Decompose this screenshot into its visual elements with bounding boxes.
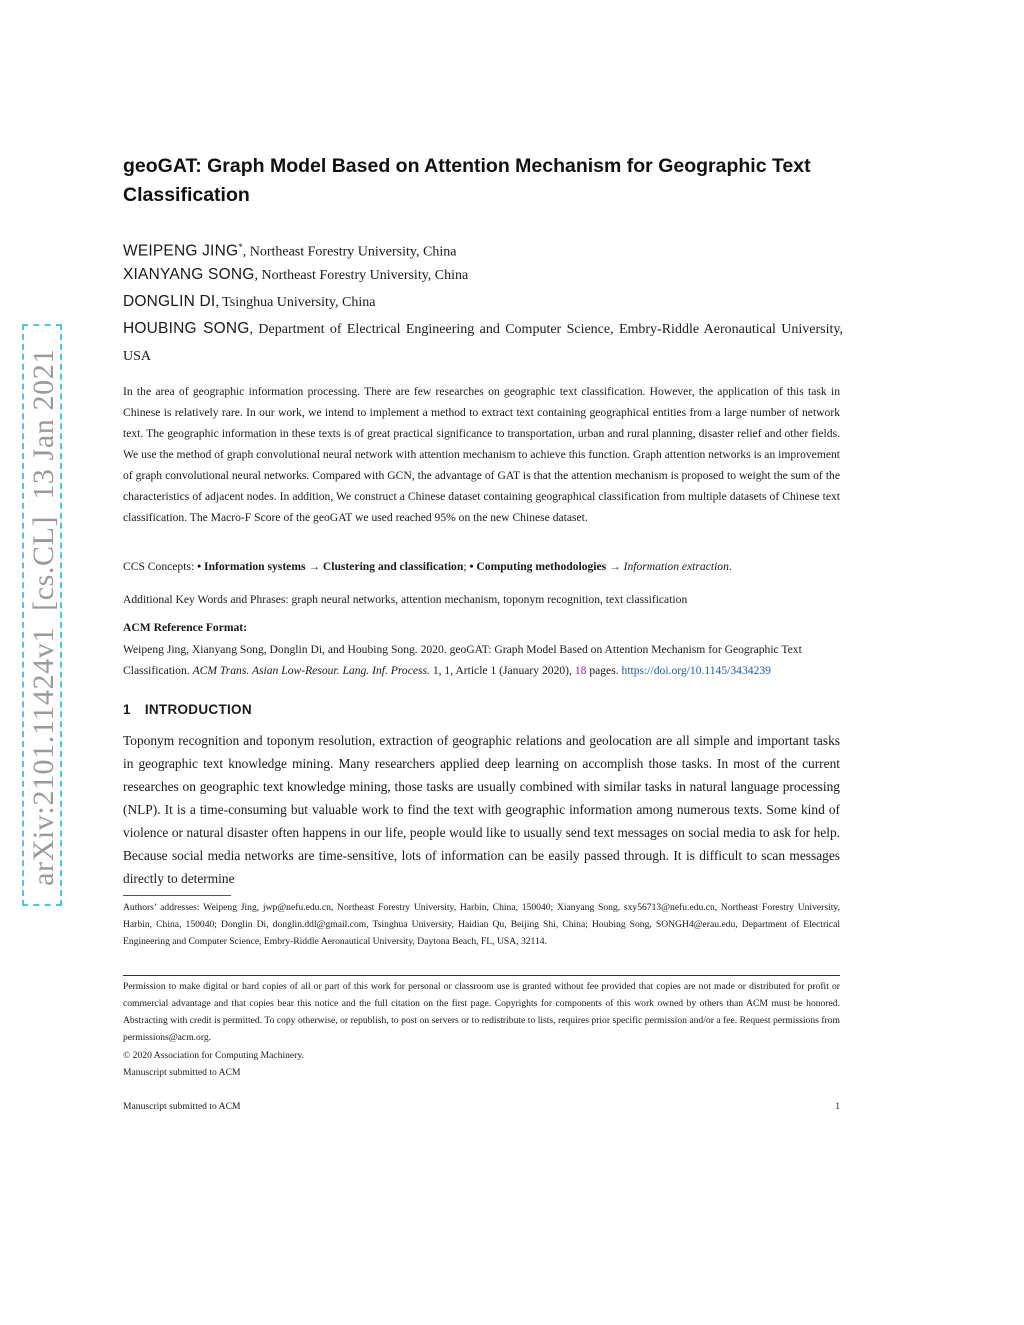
reference-details: 1, 1, Article 1 (January 2020), — [429, 664, 575, 677]
author-affiliation: , Tsinghua University, China — [215, 295, 376, 310]
section-title: INTRODUCTION — [144, 702, 252, 717]
manuscript-note: Manuscript submitted to ACM — [123, 1067, 241, 1078]
ccs-end: . — [728, 560, 732, 573]
doi-link[interactable]: https://doi.org/10.1145/3434239 — [621, 664, 771, 677]
reference-text: Weipeng Jing, Xianyang Song, Donglin Di, and Houbing Song. 2020. geoGAT: Graph Model Based on Attention Mechanism for Geographic Text Classification. — [123, 643, 802, 677]
permission-notice: Permission to make digital or hard copies of all or part of this work for personal or classroom use is granted without fee provided that copies are not made or distributed for profit or commercial advantage and that copies bear this notice and the full citation on the first page. Copyrights for components of this work owned by others than ACM must be honored. Abstracting with credit is permitted. To copy otherwise, or republish, to post on servers or to redistribute to lists, requires prior specific permission and/or a fee. Request permissions from permissions@acm.org. — [123, 981, 840, 1043]
author-4 — [123, 315, 843, 370]
section-body: Toponym recognition and toponym resolution, extraction of geographic relations and geolocation are all simple and important tasks in geographic text knowledge mining. Many researchers applied deep learning on accomplish those tasks. In most of the current researches on geographic text knowledge mining, those tasks are usually combined with similar tasks in natural language processing (NLP). It is a time-consuming but valuable work to find the text with geographic information among numerous texts. Some kind of violence or natural disaster often happens in our life, people would like to usually send text messages on social media to ask for help. Because social media networks are time-sensitive, lots of information can be easily passed through. It is difficult to scan messages directly to determine — [123, 733, 840, 886]
footer-venue: Manuscript submitted to ACM — [123, 1101, 241, 1112]
author-name: WEIPENG JING — [123, 242, 239, 260]
ccs-label: CCS Concepts: — [123, 560, 198, 573]
author-name: DONGLIN DI — [123, 293, 216, 310]
abstract: In the area of geographic information processing. There are few researches on geographic text classification. However, the application of this task in Chinese is relatively rare. In our work, we intend to implement a method to extract text containing geographical entities from a large number of network text. The geographic information in these texts is of great practical significance to transportation, urban and rural planning, disaster relief and other fields. We use the method of graph convolutional neural network with attention mechanism to achieve this function. Graph attention networks is an improvement of graph convolutional neural networks. Compared with GCN, the advantage of GAT is that the attention mechanism is proposed to weight the sum of the characteristics of adjacent nodes. In addition, We construct a Chinese dataset containing geographical classification from multiple datasets of Chinese text classification. The Macro-F Score of the geoGAT we used reached 95% on the new Chinese dataset. — [123, 385, 840, 524]
acm-reference — [123, 639, 843, 681]
author-name: HOUBING SONG — [123, 320, 250, 337]
author-affiliation: , Northeast Forestry University, China — [254, 268, 469, 283]
pages-link[interactable]: 18 — [574, 664, 587, 677]
arxiv-stamp — [22, 324, 62, 906]
journal-name: ACM Trans. Asian Low-Resour. Lang. Inf. Process. — [192, 664, 430, 677]
ccs-item-1: • Information systems → Clustering and classification — [197, 560, 464, 573]
ccs-item-2-tail: Information extraction — [623, 560, 729, 573]
keywords: Additional Key Words and Phrases: graph neural networks, attention mechanism, toponym recognition, text classification — [123, 593, 688, 606]
authors-addresses: Authors’ addresses: Weipeng Jing, jwp@nefu.edu.cn, Northeast Forestry University, Harbin, China, 150040; Xianyang Song, sxy56713@nefu.edu.cn, Northeast Forestry University, Harbin, China, 150040; Donglin Di, donglin.ddl@gmail.com, Tsinghua University, Haidian Qu, Beijing Shi, China; Houbing Song, SONGH4@erau.edu, Department of Electrical Engineering and Computer Science, Embry-Riddle Aeronautical University, Daytona Beach, FL, USA, 32114. — [123, 902, 840, 947]
author-name: XIANYANG SONG — [123, 266, 255, 283]
permission-divider — [123, 975, 840, 976]
corresponding-mark: * — [238, 242, 243, 252]
ccs-separator: ; — [463, 560, 470, 573]
pages-suffix: pages. — [586, 664, 622, 677]
ccs-arrow: → — [606, 560, 624, 573]
page-number: 1 — [835, 1101, 840, 1112]
acm-reference-heading: ACM Reference Format: — [123, 621, 248, 634]
arxiv-identifier[interactable]: arXiv:2101.11424v1 [cs.CL] 13 Jan 2021 — [27, 348, 60, 886]
section-heading — [123, 702, 252, 717]
footnote-divider — [123, 895, 231, 896]
ccs-item-2: • Computing methodologies — [469, 560, 607, 573]
ccs-concepts — [123, 557, 843, 577]
author-affiliation: , Northeast Forestry University, China — [242, 244, 457, 260]
copyright-notice: © 2020 Association for Computing Machinery. — [123, 1050, 304, 1061]
author-2 — [123, 261, 843, 289]
section-number: 1 — [123, 702, 131, 717]
author-3 — [123, 288, 843, 316]
paper-title: geoGAT: Graph Model Based on Attention Mechanism for Geographic Text Classification — [123, 155, 811, 206]
author-affiliation: , Department of Electrical Engineering and Computer Science, Embry-Riddle Aeronautical University, USA — [123, 322, 843, 364]
